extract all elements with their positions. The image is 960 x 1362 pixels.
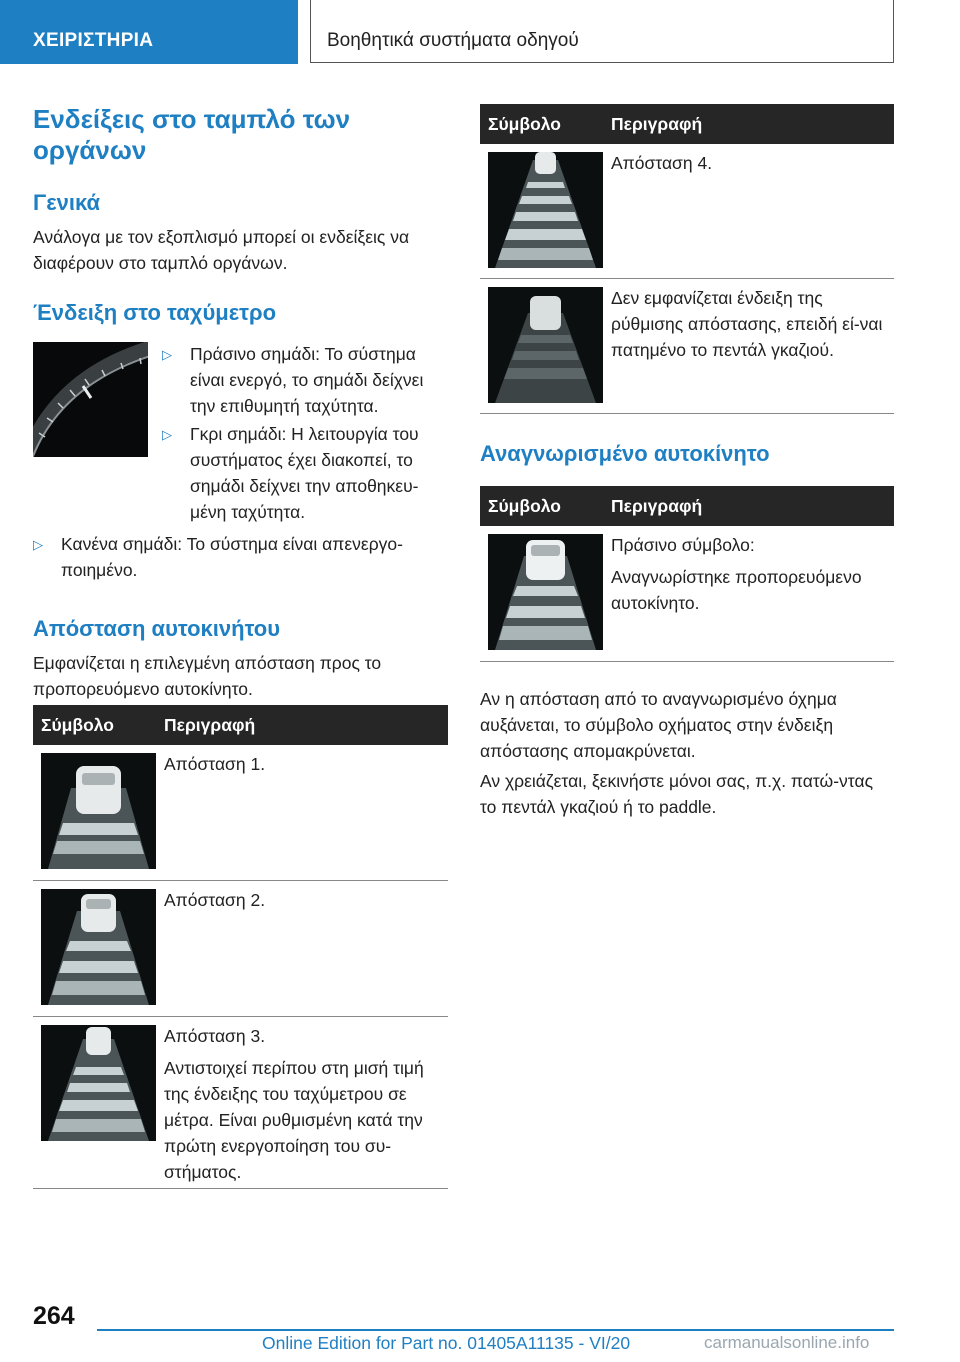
row-text: Πράσινο σύμβολο: [611,535,755,555]
distance-2-image [41,889,156,1005]
row-description [611,285,890,369]
row-description [164,1023,444,1191]
row-text: Απόσταση 3. [164,1026,266,1046]
row-description [611,532,890,622]
table-row [480,526,894,662]
table-header [480,104,894,144]
car-distance-bars-icon [41,889,156,1005]
row-description [164,887,444,919]
recognized-heading: Αναγνωρισμένο αυτοκίνητο [480,441,770,466]
page-number: 264 [33,1302,75,1330]
distance-text: Εμφανίζεται η επιλεγμένη απόσταση προς το προπορευόμενο αυτοκίνητο. [33,653,382,699]
table-row [33,881,448,1017]
bullet-no-mark [33,531,451,586]
section-title: ΧΕΙΡΙΣΤΗΡΙΑ [33,30,154,51]
distance-1-image [41,753,156,869]
general-text: Ανάλογα με τον εξοπλισμό μπορεί οι ενδείξεις να διαφέρουν στο ταμπλό οργάνων. [33,227,410,273]
table-row [33,1017,448,1189]
row-extra-text: Αναγνωρίστηκε προπορευόμενο αυτοκίνητο. [611,567,862,613]
speedometer-image [33,342,148,457]
speedo-heading: Ένδειξη στο ταχύμετρο [33,300,277,325]
row-extra-text: Αντιστοιχεί περίπου στη μισή τιμή της ένδειξης του ταχύμετρου σε μέτρα. Είναι ρυθμισμένη κατά την πρώτη ενεργοποίηση του συ-στήματος. [164,1058,424,1182]
distance-3-image [41,1025,156,1141]
column-symbol: Σύμβολο [488,496,561,516]
row-text: Απόσταση 4. [611,153,713,173]
bullet-green-mark [162,341,452,421]
triangle-right-icon: ▷ [162,427,172,442]
table-row [480,144,894,279]
paragraph-distance-change: Αν η απόσταση από το αναγνωρισμένο όχημα αυξάνεται, το σύμβολο οχήματος στην ένδειξη απόστασης απομακρύνεται. [480,689,837,761]
car-distance-bars-icon [488,152,603,268]
table-header [480,486,894,526]
table-row [480,279,894,414]
paragraph-start-driving: Αν χρειάζεται, ξεκινήστε μόνοι σας, π.χ. πατώ-ντας το πεντάλ γκαζιού ή το paddle. [480,771,873,817]
column-description: Περιγραφή [164,715,256,735]
row-text: Απόσταση 2. [164,890,266,910]
column-description: Περιγραφή [611,496,703,516]
car-distance-bars-icon [41,753,156,869]
footer-divider [97,1329,894,1331]
column-symbol: Σύμβολο [41,715,114,735]
chapter-tab [310,0,894,63]
table-row [33,745,448,881]
bullet-grey-mark [162,421,452,526]
bullet-text: Κανένα σημάδι: Το σύστημα είναι απενεργο-ποιημένο. [61,534,403,580]
row-text: Απόσταση 1. [164,754,266,774]
no-distance-image [488,287,603,403]
distance-4-image [488,152,603,268]
table-header [33,705,448,745]
bullet-text: Γκρι σημάδι: Η λειτουργία του συστήματος έχει διακοπεί, το σημάδι δείχνει την αποθηκευ-μένη ταχύτητα. [190,424,419,522]
page-title [33,104,453,166]
row-text: Δεν εμφανίζεται ένδειξη της ρύθμισης απόστασης, επειδή εί-ναι πατημένο το πεντάλ γκαζιού. [611,288,883,360]
row-description [611,150,890,182]
section-tab [0,0,298,64]
chapter-title: Βοηθητικά συστήματα οδηγού [327,30,579,51]
triangle-right-icon: ▷ [33,537,43,552]
page-title-line2: οργάνων [33,135,147,165]
column-symbol: Σύμβολο [488,114,561,134]
column-description: Περιγραφή [611,114,703,134]
bullet-text: Πράσινο σημάδι: Το σύστημα είναι ενεργό, το σημάδι δείχνει την επιθυμητή ταχύτητα. [190,344,424,416]
recognized-car-image [488,534,603,650]
edition-text: Online Edition for Part no. 01405A11135 - VI/20 [262,1333,631,1353]
car-distance-bars-icon [488,534,603,650]
triangle-right-icon: ▷ [162,347,172,362]
car-distance-bars-icon [488,287,603,403]
car-distance-bars-icon [41,1025,156,1141]
distance-heading: Απόσταση αυτοκινήτου [33,616,281,641]
watermark: carmanualsonline.info [704,1333,870,1352]
general-heading: Γενικά [33,190,101,215]
page-title-line1: Ενδείξεις στο ταμπλό των [33,104,351,134]
row-description [164,751,444,783]
speedometer-arc-icon [33,342,148,457]
